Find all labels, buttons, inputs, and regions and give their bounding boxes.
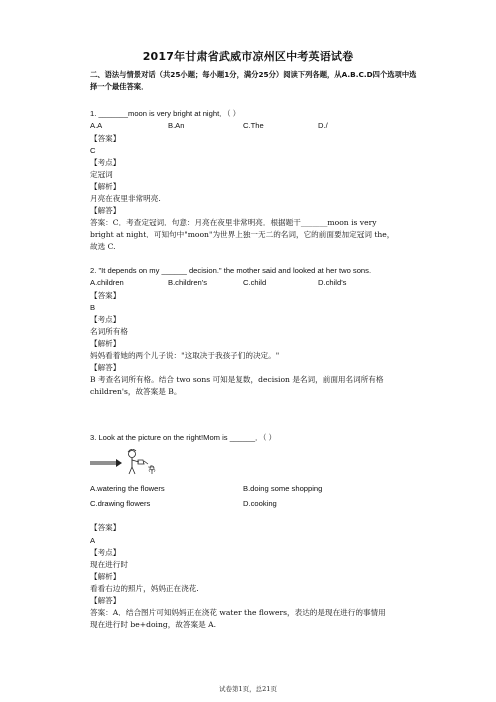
q2-answer-tag: 【答案】 <box>90 291 121 300</box>
q1-answer-tag: 【答案】 <box>90 134 121 143</box>
page-footer: 试卷第1页，总21页 <box>219 685 277 693</box>
arrow-head <box>116 459 122 467</box>
q3-stem: 3. Look at the picture on the right!Mom is ______．（ ） <box>90 433 277 442</box>
q1-solve-line-1: 答案：C．考查定冠词．句意：月亮在夜里非常明亮．根据题干_______moon is very <box>90 218 377 227</box>
q1-point-tag: 【考点】 <box>90 158 121 167</box>
q3-option-a: A.watering the flowers <box>90 484 165 493</box>
q3-answer-tag: 【答案】 <box>90 523 121 532</box>
q2-option-d: D.child's <box>318 278 347 287</box>
q1-solve-line-2: bright at night．可知句中"moon"为世界上独一无二的名词，它的前面要加定冠词 the， <box>90 230 395 239</box>
q3-option-d: D.cooking <box>243 499 277 508</box>
q1-stem: 1. _______moon is very bright at night．（ ） <box>90 109 241 118</box>
q2-answer: B <box>90 303 96 312</box>
q2-point-tag: 【考点】 <box>90 315 121 324</box>
q2-option-c: C.child <box>243 278 267 287</box>
q2-option-b: B.children's <box>168 278 208 287</box>
q2-point: 名词所有格 <box>90 327 128 336</box>
q3-point-tag: 【考点】 <box>90 548 121 557</box>
q2-solve-line-2: children's，故答案是 B。 <box>90 387 182 396</box>
q1-option-a: A.A <box>90 121 103 130</box>
q3-option-c: C.drawing flowers <box>90 499 151 508</box>
person-leg <box>129 467 132 474</box>
q2-analysis: 妈妈看着她的两个儿子说："这取决于我孩子们的决定。" <box>90 351 280 360</box>
q3-solve-tag: 【解答】 <box>90 596 121 605</box>
q3-analysis: 看看右边的照片，妈妈正在浇花. <box>90 584 199 593</box>
q3-analysis-tag: 【解析】 <box>90 572 121 581</box>
q3-solve-line-2: 现在进行时 be+doing，故答案是 A. <box>90 620 216 629</box>
q2-analysis-tag: 【解析】 <box>90 339 121 348</box>
watering-flowers-picture <box>90 449 160 475</box>
person-head <box>129 451 136 458</box>
q1-option-c: C.The <box>243 121 264 130</box>
q1-point: 定冠词 <box>90 170 113 179</box>
q3-point: 现在进行时 <box>90 560 128 569</box>
q1-option-b: B.An <box>168 121 185 130</box>
q2-stem: 2. "It depends on my ______ decision." the mother said and looked at her two sons. <box>90 266 372 275</box>
q1-answer: C <box>90 146 96 155</box>
q2-option-a: A.children <box>90 278 124 287</box>
section-instructions: 二、语法与情景对话（共25小题；每小题1分，满分25分）阅读下列各题，从A.B.C.D四个选项中选择一个最佳答案． <box>90 70 417 91</box>
q1-analysis: 月亮在夜里非常明亮. <box>90 194 161 203</box>
q3-answer: A <box>90 536 96 545</box>
q1-solve-tag: 【解答】 <box>90 206 121 215</box>
q2-solve-tag: 【解答】 <box>90 363 121 372</box>
q1-analysis-tag: 【解析】 <box>90 182 121 191</box>
page-title: 2017年甘肃省武威市凉州区中考英语试卷 <box>142 50 354 63</box>
watering-can-spout <box>144 461 148 464</box>
q1-solve-line-3: 故选 C. <box>90 242 116 251</box>
q3-solve-line-1: 答案：A．结合图片可知妈妈正在浇花 water the flowers，表达的是现在进行的事情用 <box>90 608 386 617</box>
q3-option-b: B.doing some shopping <box>243 484 323 493</box>
q2-solve-line-1: B 考查名词所有格。结合 two sons 可知是复数，decision 是名词，前面用名词所有格 <box>90 375 384 384</box>
q1-option-d: D./ <box>318 121 328 130</box>
person-leg <box>132 467 135 474</box>
